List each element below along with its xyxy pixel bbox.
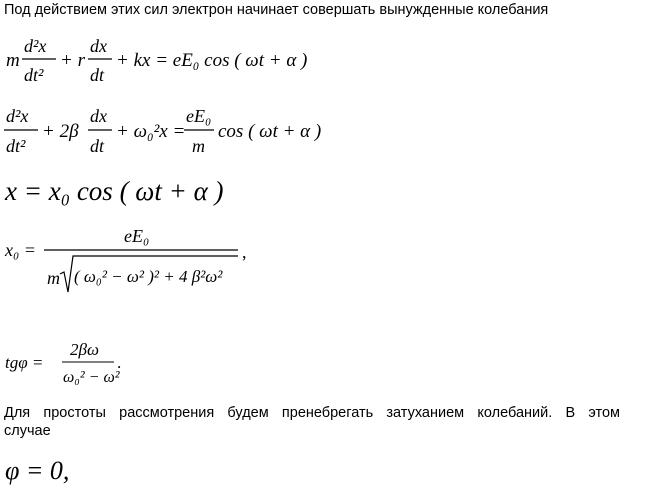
eq4-lhs: x₀ = (5, 240, 36, 260)
eq1-d2x: d²x (24, 36, 47, 56)
eq1-dx: dx (90, 36, 107, 56)
eq4-radicand: ( ω₀² − ω² )² + 4 β²ω² (74, 267, 223, 286)
eq6-text: φ = 0, (5, 456, 70, 485)
equation-phase (0, 338, 170, 390)
eq1-dt2: dt² (24, 65, 44, 85)
eq2-dx: dx (90, 106, 107, 126)
eq5-numerator: 2βω (70, 340, 99, 359)
eq1-plus-r: + r (60, 50, 85, 71)
eq4-numerator: eE₀ (124, 226, 150, 246)
eq2-m: m (192, 136, 205, 156)
equation-amplitude (0, 222, 270, 300)
equation-phase-zero (0, 452, 100, 490)
eq2-dt: dt (90, 136, 105, 156)
eq5-trailing: . (117, 353, 122, 372)
intro-paragraph: Под действием этих сил электрон начинает совершать вынужденные колебания (4, 2, 549, 18)
equation-solution (0, 170, 240, 210)
eq4-trailing: , (242, 242, 247, 262)
eq2-omega-term: + ω₀²x = (116, 121, 186, 142)
eq2-d2x: d²x (6, 106, 29, 126)
eq4-denominator-m: m (47, 268, 60, 288)
eq1-dt: dt (90, 65, 105, 85)
eq2-dt2: dt² (6, 136, 26, 156)
eq3-text: x = x₀ cos ( ωt + α ) (5, 176, 224, 206)
eq5-lhs: tgφ = (5, 353, 44, 372)
eq5-denominator: ω₀² − ω² (63, 369, 120, 386)
eq2-cos-term: cos ( ωt + α ) (218, 121, 322, 142)
simplification-line-2: случае (4, 423, 51, 439)
eq1-rhs: + kx = eE₀ cos ( ωt + α ) (116, 50, 308, 71)
eq2-eE0: eE₀ (186, 106, 212, 126)
equation-motion (0, 28, 320, 94)
equation-normalized (0, 100, 340, 166)
eq1-mass: m (6, 50, 20, 71)
simplification-line-1: Для простоты рассмотрения будем пренебрегать затуханием колебаний. В этом (4, 405, 620, 421)
eq2-two-beta: + 2β (42, 121, 79, 142)
